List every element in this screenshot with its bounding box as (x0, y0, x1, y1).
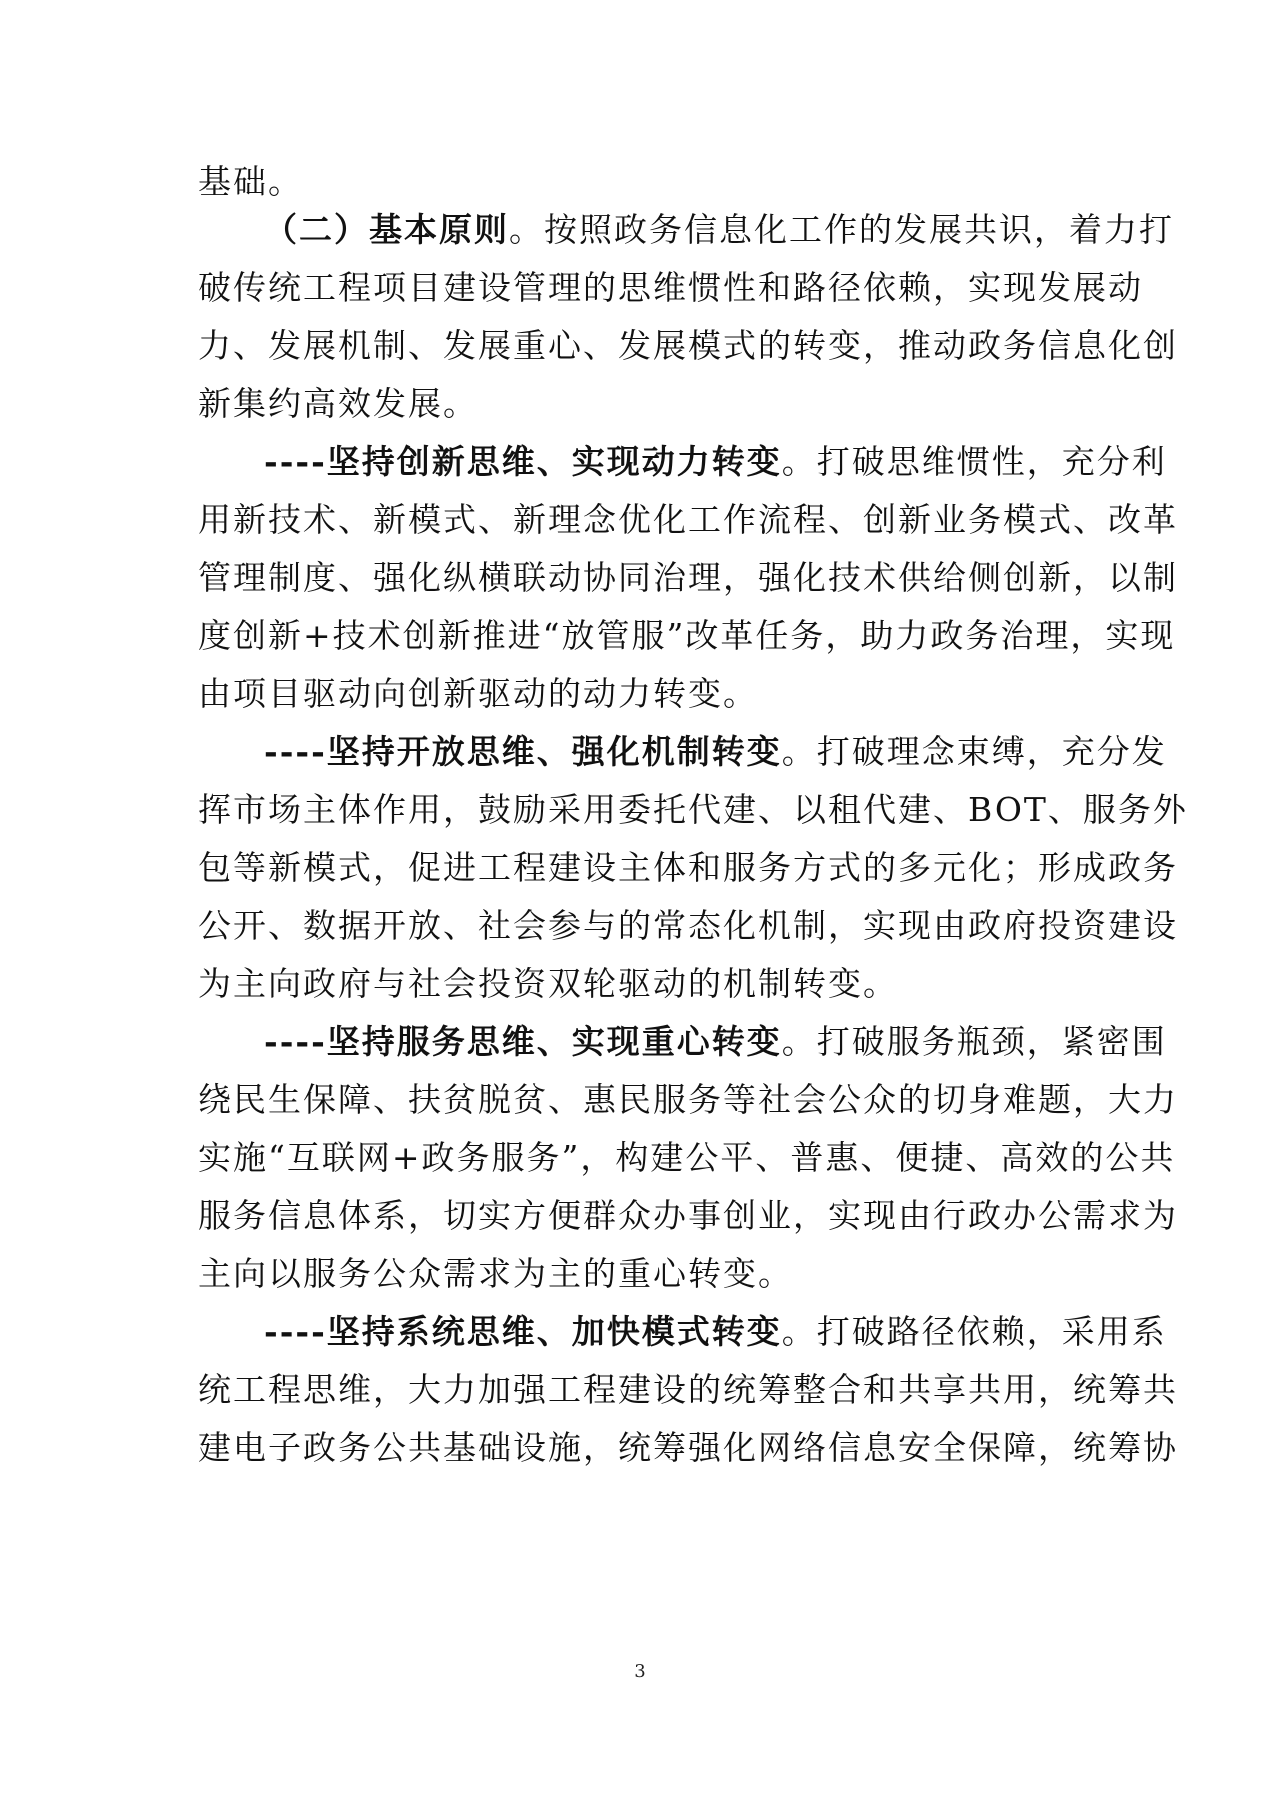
text-line (198, 788, 1188, 832)
paragraph-text: 基础。 (198, 162, 303, 201)
text-line (198, 962, 898, 1006)
paragraph-text: 为主向政府与社会投资双轮驱动的机制转变。 (198, 964, 898, 1003)
text-line (198, 1426, 1178, 1470)
paragraph-text: 。打破思维惯性，充分利 (781, 442, 1167, 481)
paragraph-text: 统工程思维，大力加强工程建设的统筹整合和共享共用，统筹共 (198, 1370, 1178, 1409)
paragraph-text: 挥市场主体作用，鼓励采用委托代建、以租代建、BOT、服务外 (198, 790, 1188, 829)
text-line (198, 614, 1175, 658)
text-line (264, 208, 1174, 252)
text-line (198, 1194, 1178, 1238)
text-line (198, 846, 1178, 890)
text-line (198, 1136, 1175, 1180)
section-heading: （二）基本原则 (264, 210, 509, 249)
principle-heading: ----坚持创新思维、实现动力转变 (264, 442, 782, 481)
text-line (198, 1368, 1178, 1412)
text-line (264, 1020, 1167, 1064)
text-line (198, 1078, 1178, 1122)
paragraph-text: 。打破路径依赖，采用系 (781, 1312, 1167, 1351)
document-page (198, 160, 1188, 1660)
paragraph-text: 用新技术、新模式、新理念优化工作流程、创新业务模式、改革 (198, 500, 1178, 539)
paragraph-text: 。按照政务信息化工作的发展共识，着力打 (509, 210, 1174, 249)
principle-heading: ----坚持服务思维、实现重心转变 (264, 1022, 782, 1061)
text-line (198, 498, 1178, 542)
paragraph-text: 破传统工程项目建设管理的思维惯性和路径依赖，实现发展动 (198, 268, 1143, 307)
paragraph-text: 由项目驱动向创新驱动的动力转变。 (198, 674, 758, 713)
paragraph-text: 新集约高效发展。 (198, 384, 478, 423)
principle-heading: ----坚持开放思维、强化机制转变 (264, 732, 782, 771)
text-line (198, 904, 1178, 948)
paragraph-text: 包等新模式，促进工程建设主体和服务方式的多元化；形成政务 (198, 848, 1178, 887)
principle-heading: ----坚持系统思维、加快模式转变 (264, 1312, 782, 1351)
text-line (198, 266, 1143, 310)
text-line (198, 1252, 793, 1296)
paragraph-text: 力、发展机制、发展重心、发展模式的转变，推动政务信息化创 (198, 326, 1178, 365)
text-line (264, 440, 1167, 484)
text-line (198, 556, 1178, 600)
text-line (198, 672, 758, 716)
paragraph-text: 管理制度、强化纵横联动协同治理，强化技术供给侧创新，以制 (198, 558, 1178, 597)
paragraph-text: 服务信息体系，切实方便群众办事创业，实现由行政办公需求为 (198, 1196, 1178, 1235)
paragraph-text: 主向以服务公众需求为主的重心转变。 (198, 1254, 793, 1293)
text-line (198, 324, 1178, 368)
paragraph-text: 绕民生保障、扶贫脱贫、惠民服务等社会公众的切身难题，大力 (198, 1080, 1178, 1119)
text-line (264, 1310, 1167, 1354)
paragraph-text: 公开、数据开放、社会参与的常态化机制，实现由政府投资建设 (198, 906, 1178, 945)
paragraph-text: 建电子政务公共基础设施，统筹强化网络信息安全保障，统筹协 (198, 1428, 1178, 1467)
paragraph-text: 。打破理念束缚，充分发 (781, 732, 1167, 771)
text-line (198, 382, 478, 426)
paragraph-text: 。打破服务瓶颈，紧密围 (781, 1022, 1167, 1061)
paragraph-text: 实施“互联网+政务服务”，构建公平、普惠、便捷、高效的公共 (198, 1138, 1176, 1177)
text-line (264, 730, 1167, 774)
paragraph-text: 度创新+技术创新推进“放管服”改革任务，助力政务治理，实现 (198, 616, 1176, 655)
page-number: 3 (634, 1661, 646, 1682)
text-line (198, 160, 303, 204)
